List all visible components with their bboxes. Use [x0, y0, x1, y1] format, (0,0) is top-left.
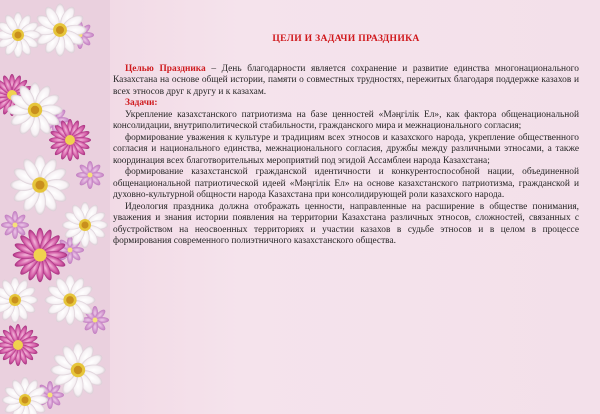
- ideology-paragraph: Идеология праздника должна отображать ценности, направленные на расширение в обществе понимания, уважения и знания истории появления на территории Казахстана различных этносов, сложностей, связанных с обустройством на неосвоенных территориях и участии казахов в судьбе этносов и в целом в процессе формирования современного полиэтничного казахстанского общества.: [113, 201, 579, 246]
- page-title: ЦЕЛИ И ЗАДАЧИ ПРАЗДНИКА: [272, 33, 420, 44]
- tasks-heading: Задачи:: [125, 98, 158, 108]
- goal-label: Целью Праздника: [125, 63, 206, 74]
- flower-border-icon: [0, 0, 110, 414]
- document-body: [113, 33, 579, 248]
- task-item-3: формирование казахстанской гражданской идентичности и конкурентоспособной нации, объединенной общенациональной патриотической идеей «Мәңгілік Ел» на основе казахстанского патриотизма, гражданской и духовно-культурной общности народа Казахстана при консолидирующей роли казахского народа.: [113, 167, 579, 200]
- goal-paragraph: [113, 64, 579, 99]
- goal-text: – День благодарности является сохранение и развитие единства многонационального Казахстана на основе общей истории, памяти о совместных трудностях, пережитых благодаря поддержке казахов и всех этносов друг к другу и к казахам.: [113, 63, 579, 97]
- task-item-1: Укрепление казахстанского патриотизма на базе ценностей «Мәңгілік Ел», как фактора общенациональной консолидации, внутриполитической стабильности, гражданского мира и межнационального согласия;: [113, 109, 579, 131]
- task-item-2: формирование уважения к культуре и традициям всех этносов и казахского народа, укрепление общественного согласия и национального единства, межнационального согласия, дружбы между различными этносами, а также координация всех благотворительных мероприятий под эгидой Ассамблеи народа Казахстана;: [113, 132, 579, 166]
